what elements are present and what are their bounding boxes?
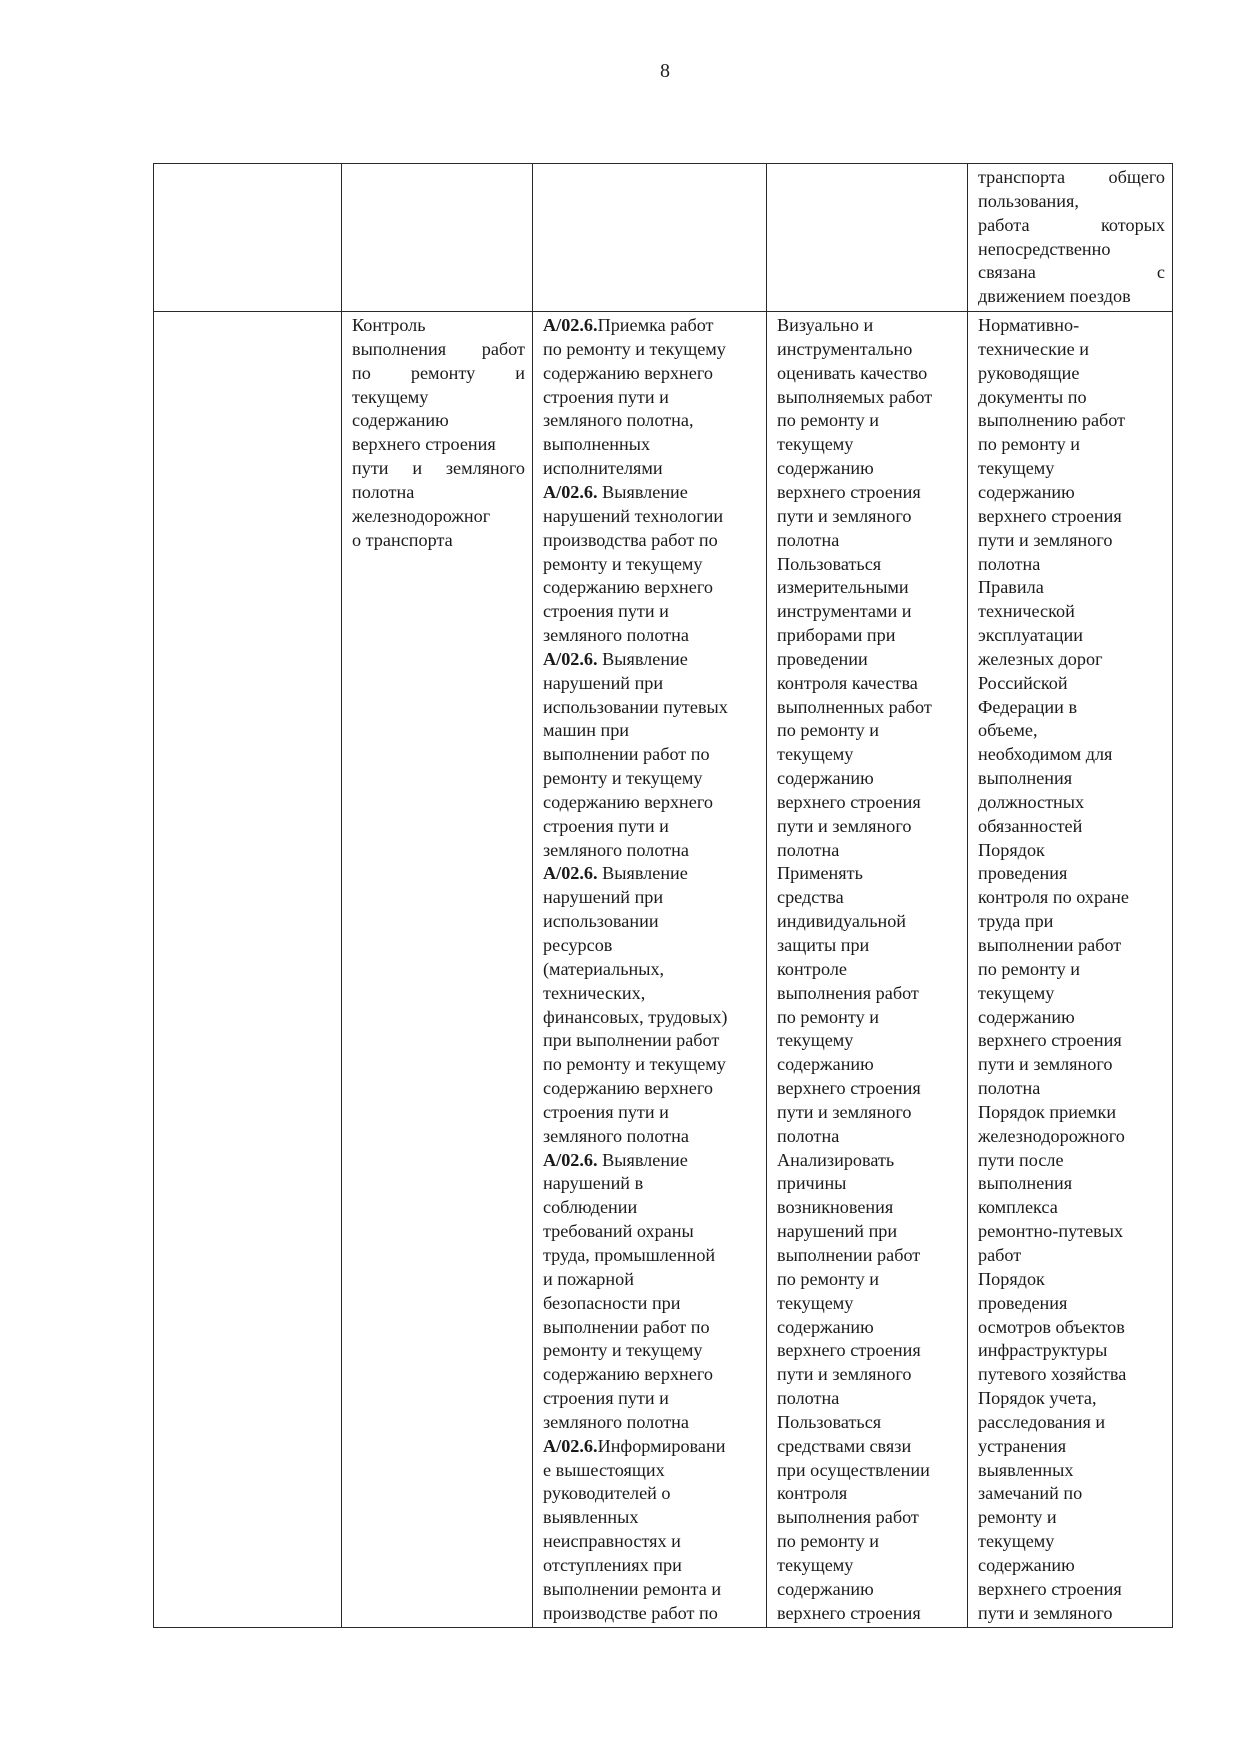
- labor-action-text: производстве работ по: [543, 1602, 718, 1623]
- text-line: пути и земляного: [777, 1364, 912, 1385]
- text-line: пользования,: [978, 190, 1079, 211]
- text-line: пути и земляного: [777, 1101, 912, 1122]
- text-line: выполнению работ: [978, 410, 1126, 431]
- text-line: по ремонту и: [777, 1268, 879, 1289]
- text-line: о транспорта: [352, 529, 453, 550]
- text-line: по ремонту и: [978, 434, 1080, 455]
- labor-actions-text: [543, 314, 759, 1625]
- text-line: по ремонту и: [777, 720, 879, 741]
- labor-action-text: Информировани: [597, 1435, 726, 1456]
- text-line: [543, 1101, 759, 1125]
- text-line: [543, 1172, 759, 1196]
- text-line: железных дорог: [978, 648, 1103, 669]
- text-line: [543, 1053, 759, 1077]
- labor-action-text: выполнении работ по: [543, 1316, 710, 1337]
- text-line: текущему: [777, 744, 854, 765]
- text-line: Порядок приемки: [978, 1101, 1117, 1122]
- text-line: Российской: [978, 672, 1068, 693]
- labor-action-text: строения пути и: [543, 601, 669, 622]
- text-line: пути и земляного: [777, 815, 912, 836]
- text-line: работ: [978, 1244, 1022, 1265]
- text-line: [543, 1339, 759, 1363]
- text-line: пути и земляного: [352, 458, 525, 479]
- text-line: выполнения: [978, 1173, 1073, 1194]
- table-row: [154, 312, 1173, 1628]
- text-line: по ремонту и: [777, 1531, 879, 1552]
- text-line: [543, 314, 759, 338]
- labor-action-text: содержанию верхнего: [543, 1364, 713, 1385]
- text-line: содержанию: [777, 1054, 874, 1075]
- text-line: текущему: [978, 1531, 1055, 1552]
- text-line: индивидуальной: [777, 911, 907, 932]
- text-line: выполняемых работ: [777, 386, 933, 407]
- text-line: [543, 362, 759, 386]
- text-line: полотна: [777, 1125, 840, 1146]
- text-line: проведения: [978, 863, 1068, 884]
- text-line: [543, 529, 759, 553]
- text-line: причины: [777, 1173, 847, 1194]
- required-knowledge-text: [978, 314, 1165, 1625]
- text-line: текущему: [777, 1554, 854, 1575]
- text-line: полотна: [978, 553, 1041, 574]
- text-line: нарушений при: [777, 1221, 898, 1242]
- labor-action-text: машин при: [543, 720, 630, 741]
- required-skills-text: [777, 314, 960, 1625]
- text-line: [543, 672, 759, 696]
- text-line: Правила: [978, 577, 1044, 598]
- text-line: [543, 934, 759, 958]
- labor-action-text: Выявление: [597, 648, 688, 669]
- labor-action-text: строения пути и: [543, 1101, 669, 1122]
- text-line: движением поездов: [978, 286, 1131, 307]
- text-line: расследования и: [978, 1411, 1106, 1432]
- text-line: [543, 815, 759, 839]
- competency-table: [153, 163, 1173, 1628]
- text-line: [543, 1435, 759, 1459]
- required-knowledge-cell-continued: [968, 164, 1173, 312]
- text-line: верхнего строения: [777, 1340, 921, 1361]
- labor-action-text: по ремонту и текущему: [543, 338, 726, 359]
- knowledge-text: [978, 166, 1165, 309]
- labor-action-text: ремонту и текущему: [543, 768, 703, 789]
- text-line: Порядок учета,: [978, 1388, 1097, 1409]
- text-line: выявленных: [978, 1459, 1074, 1480]
- labor-action-text: выявленных: [543, 1507, 639, 1528]
- text-line: содержанию: [777, 458, 874, 479]
- text-line: [543, 409, 759, 433]
- text-line: [543, 1292, 759, 1316]
- text-line: Контроль: [352, 315, 426, 336]
- labor-action-text: производства работ по: [543, 529, 718, 550]
- labor-action-text: нарушений технологии: [543, 505, 724, 526]
- text-line: контроля по охране: [978, 887, 1129, 908]
- text-line: полотна: [352, 481, 415, 502]
- text-line: обязанностей: [978, 815, 1083, 836]
- text-line: труда при: [978, 911, 1054, 932]
- text-line: [543, 1411, 759, 1435]
- text-line: комплекса: [978, 1197, 1058, 1218]
- labor-function-cell: [342, 312, 533, 1628]
- text-line: [543, 433, 759, 457]
- labor-action-text: е вышестоящих: [543, 1459, 665, 1480]
- labor-action-text: труда, промышленной: [543, 1244, 716, 1265]
- text-line: ремонтно-путевых: [978, 1221, 1124, 1242]
- text-line: выполненных работ: [777, 696, 932, 717]
- text-line: полотна: [777, 839, 840, 860]
- text-line: Анализировать: [777, 1149, 895, 1170]
- labor-action-text: использовании: [543, 911, 659, 932]
- text-line: полотна: [978, 1078, 1041, 1099]
- text-line: содержанию: [978, 1006, 1075, 1027]
- text-line: при осуществлении: [777, 1459, 930, 1480]
- text-line: [543, 386, 759, 410]
- text-line: выполнении работ: [777, 1244, 921, 1265]
- text-line: контроле: [777, 958, 848, 979]
- labor-action-code: А/02.6.: [543, 648, 598, 669]
- labor-action-text: земляного полотна: [543, 625, 689, 646]
- labor-action-code: А/02.6.: [543, 1149, 598, 1170]
- text-line: [543, 1029, 759, 1053]
- labor-function-text: [352, 314, 525, 552]
- text-line: [543, 1244, 759, 1268]
- text-line: защиты при: [777, 935, 870, 955]
- text-line: [543, 886, 759, 910]
- text-line: [543, 624, 759, 648]
- labor-action-text: технических,: [543, 982, 646, 1003]
- text-line: [543, 1602, 759, 1626]
- text-line: [543, 719, 759, 743]
- labor-action-text: строения пути и: [543, 815, 669, 836]
- text-line: пути после: [978, 1149, 1064, 1170]
- table-cell: [154, 164, 342, 312]
- text-line: [543, 1149, 759, 1173]
- text-line: текущему: [978, 982, 1055, 1003]
- text-line: [543, 457, 759, 481]
- text-line: [543, 767, 759, 791]
- text-line: выполнения: [978, 768, 1073, 789]
- labor-action-text: земляного полотна: [543, 839, 689, 860]
- text-line: [543, 600, 759, 624]
- text-line: непосредственно: [978, 238, 1111, 259]
- labor-action-text: соблюдении: [543, 1197, 638, 1218]
- text-line: инструментально: [777, 338, 913, 359]
- text-line: устранения: [978, 1435, 1067, 1456]
- text-line: объеме,: [978, 720, 1038, 741]
- text-line: [543, 1578, 759, 1602]
- text-line: [543, 1268, 759, 1292]
- labor-action-text: Выявление: [597, 1149, 688, 1170]
- text-line: верхнего строения: [352, 434, 496, 455]
- text-line: Порядок: [978, 839, 1045, 860]
- text-line: работа которых: [978, 214, 1165, 235]
- labor-action-text: и пожарной: [543, 1268, 634, 1289]
- labor-action-text: отступлениях при: [543, 1554, 682, 1575]
- text-line: содержанию: [352, 410, 449, 431]
- text-line: Визуально и: [777, 315, 874, 336]
- labor-action-text: при выполнении работ: [543, 1030, 720, 1051]
- text-line: проведении: [777, 648, 868, 669]
- text-line: по ремонту и: [777, 1006, 879, 1027]
- text-line: по ремонту и: [978, 958, 1080, 979]
- text-line: верхнего строения: [777, 481, 921, 502]
- labor-action-code: А/02.6.: [543, 863, 598, 884]
- labor-action-text: нарушений при: [543, 887, 664, 908]
- labor-action-text: Выявление: [597, 481, 688, 502]
- text-line: инфраструктуры: [978, 1340, 1108, 1361]
- text-line: полотна: [777, 1388, 840, 1409]
- text-line: [543, 958, 759, 982]
- text-line: [543, 1077, 759, 1101]
- labor-action-text: по ремонту и текущему: [543, 1054, 726, 1075]
- text-line: эксплуатации: [978, 625, 1083, 646]
- text-line: [543, 982, 759, 1006]
- text-line: [543, 1196, 759, 1220]
- text-line: полотна: [777, 529, 840, 550]
- text-line: [543, 1316, 759, 1340]
- text-line: содержанию: [978, 1554, 1075, 1575]
- text-line: пути и земляного: [777, 505, 912, 526]
- text-line: контроля: [777, 1483, 848, 1504]
- text-line: осмотров объектов: [978, 1316, 1125, 1337]
- text-line: Пользоваться: [777, 553, 882, 574]
- text-line: контроля качества: [777, 672, 918, 693]
- text-line: верхнего строения: [777, 1078, 921, 1099]
- text-line: технической: [978, 601, 1075, 622]
- text-line: [543, 1506, 759, 1530]
- text-line: по ремонту и: [352, 362, 525, 383]
- labor-action-text: (материальных,: [543, 958, 665, 979]
- text-line: [543, 1554, 759, 1578]
- labor-action-text: ремонту и текущему: [543, 1340, 703, 1361]
- page-number: 8: [660, 60, 670, 82]
- text-line: [543, 553, 759, 577]
- labor-actions-cell: [533, 312, 767, 1628]
- labor-action-text: безопасности при: [543, 1292, 681, 1313]
- text-line: железнодорожног: [352, 505, 491, 526]
- text-line: [543, 1363, 759, 1387]
- text-line: Порядок: [978, 1268, 1045, 1289]
- table-cell: [533, 164, 767, 312]
- text-line: оценивать качество: [777, 362, 928, 383]
- text-line: Применять: [777, 863, 863, 884]
- labor-action-code: А/02.6.: [543, 481, 598, 502]
- labor-action-text: ремонту и текущему: [543, 553, 703, 574]
- text-line: содержанию: [978, 481, 1075, 502]
- text-line: замечаний по: [978, 1483, 1083, 1504]
- labor-action-text: выполнении ремонта и: [543, 1578, 722, 1599]
- text-line: пути и земляного: [978, 1602, 1113, 1623]
- labor-action-text: содержанию верхнего: [543, 362, 713, 383]
- text-line: [543, 1530, 759, 1554]
- text-line: текущему: [777, 434, 854, 455]
- labor-action-text: неисправностях и: [543, 1531, 681, 1552]
- text-line: [543, 862, 759, 886]
- table-cell: [342, 164, 533, 312]
- text-line: [543, 338, 759, 362]
- text-line: измерительными: [777, 577, 909, 598]
- text-line: по ремонту и: [777, 410, 879, 431]
- labor-action-text: руководителей о: [543, 1483, 671, 1504]
- text-line: связана с: [978, 262, 1165, 283]
- text-line: приборами при: [777, 625, 896, 646]
- text-line: инструментами и: [777, 601, 912, 622]
- labor-action-code: А/02.6.: [543, 315, 598, 336]
- text-line: [543, 1482, 759, 1506]
- text-line: [543, 1459, 759, 1483]
- text-line: путевого хозяйства: [978, 1364, 1127, 1385]
- table-cell: [767, 164, 968, 312]
- labor-action-text: земляного полотна: [543, 1411, 689, 1432]
- text-line: [543, 1220, 759, 1244]
- text-line: возникновения: [777, 1197, 894, 1218]
- text-line: Нормативно-: [978, 315, 1080, 336]
- labor-action-text: выполнении работ по: [543, 744, 710, 765]
- text-line: [543, 505, 759, 529]
- text-line: руководящие: [978, 362, 1080, 383]
- text-line: транспорта общего: [978, 167, 1165, 187]
- labor-action-text: нарушений в: [543, 1173, 644, 1194]
- text-line: ремонту и: [978, 1507, 1057, 1528]
- text-line: текущему: [978, 458, 1055, 479]
- labor-action-text: содержанию верхнего: [543, 791, 713, 812]
- labor-action-text: земляного полотна,: [543, 410, 694, 431]
- table-row: [154, 164, 1173, 312]
- text-line: верхнего строения: [777, 1602, 921, 1623]
- text-line: текущему: [777, 1292, 854, 1313]
- text-line: технические и: [978, 338, 1090, 359]
- required-skills-cell: [767, 312, 968, 1628]
- text-line: выполнения работ: [352, 338, 525, 359]
- labor-action-code: А/02.6.: [543, 1435, 598, 1456]
- text-line: средства: [777, 887, 844, 908]
- labor-action-text: строения пути и: [543, 1388, 669, 1409]
- labor-action-text: исполнителями: [543, 458, 663, 479]
- text-line: содержанию: [777, 768, 874, 789]
- text-line: пути и земляного: [978, 1054, 1113, 1075]
- text-line: [543, 576, 759, 600]
- text-line: железнодорожного: [978, 1125, 1125, 1146]
- text-line: документы по: [978, 386, 1087, 407]
- text-line: должностных: [978, 791, 1085, 812]
- text-line: [543, 791, 759, 815]
- table-cell: [154, 312, 342, 1628]
- text-line: [543, 743, 759, 767]
- labor-action-text: Приемка работ: [597, 315, 714, 336]
- text-line: верхнего строения: [978, 505, 1122, 526]
- labor-action-text: Выявление: [597, 863, 688, 884]
- text-line: [543, 1387, 759, 1411]
- text-line: [543, 648, 759, 672]
- text-line: содержанию: [777, 1578, 874, 1599]
- required-knowledge-cell: [968, 312, 1173, 1628]
- labor-action-text: строения пути и: [543, 386, 669, 407]
- text-line: Федерации в: [978, 696, 1078, 717]
- labor-action-text: земляного полотна: [543, 1125, 689, 1146]
- text-line: текущему: [352, 386, 429, 407]
- labor-action-text: ресурсов: [543, 935, 613, 955]
- text-line: выполнения работ: [777, 982, 919, 1003]
- text-line: текущему: [777, 1030, 854, 1051]
- labor-action-text: выполненных: [543, 434, 651, 455]
- text-line: Пользоваться: [777, 1411, 882, 1432]
- labor-action-text: содержанию верхнего: [543, 1078, 713, 1099]
- text-line: [543, 1125, 759, 1149]
- text-line: [543, 696, 759, 720]
- labor-action-text: использовании путевых: [543, 696, 728, 717]
- text-line: проведения: [978, 1292, 1068, 1313]
- text-line: [543, 839, 759, 863]
- text-line: [543, 910, 759, 934]
- text-line: [543, 1006, 759, 1030]
- text-line: необходимом для: [978, 744, 1113, 765]
- labor-action-text: финансовых, трудовых): [543, 1006, 728, 1027]
- text-line: верхнего строения: [978, 1578, 1122, 1599]
- text-line: верхнего строения: [978, 1030, 1122, 1051]
- labor-action-text: содержанию верхнего: [543, 577, 713, 598]
- labor-action-text: нарушений при: [543, 672, 664, 693]
- text-line: выполнении работ: [978, 935, 1122, 955]
- text-line: [543, 481, 759, 505]
- text-line: пути и земляного: [978, 529, 1113, 550]
- text-line: выполнения работ: [777, 1507, 919, 1528]
- text-line: средствами связи: [777, 1435, 912, 1456]
- text-line: содержанию: [777, 1316, 874, 1337]
- labor-action-text: требований охраны: [543, 1221, 694, 1242]
- text-line: верхнего строения: [777, 791, 921, 812]
